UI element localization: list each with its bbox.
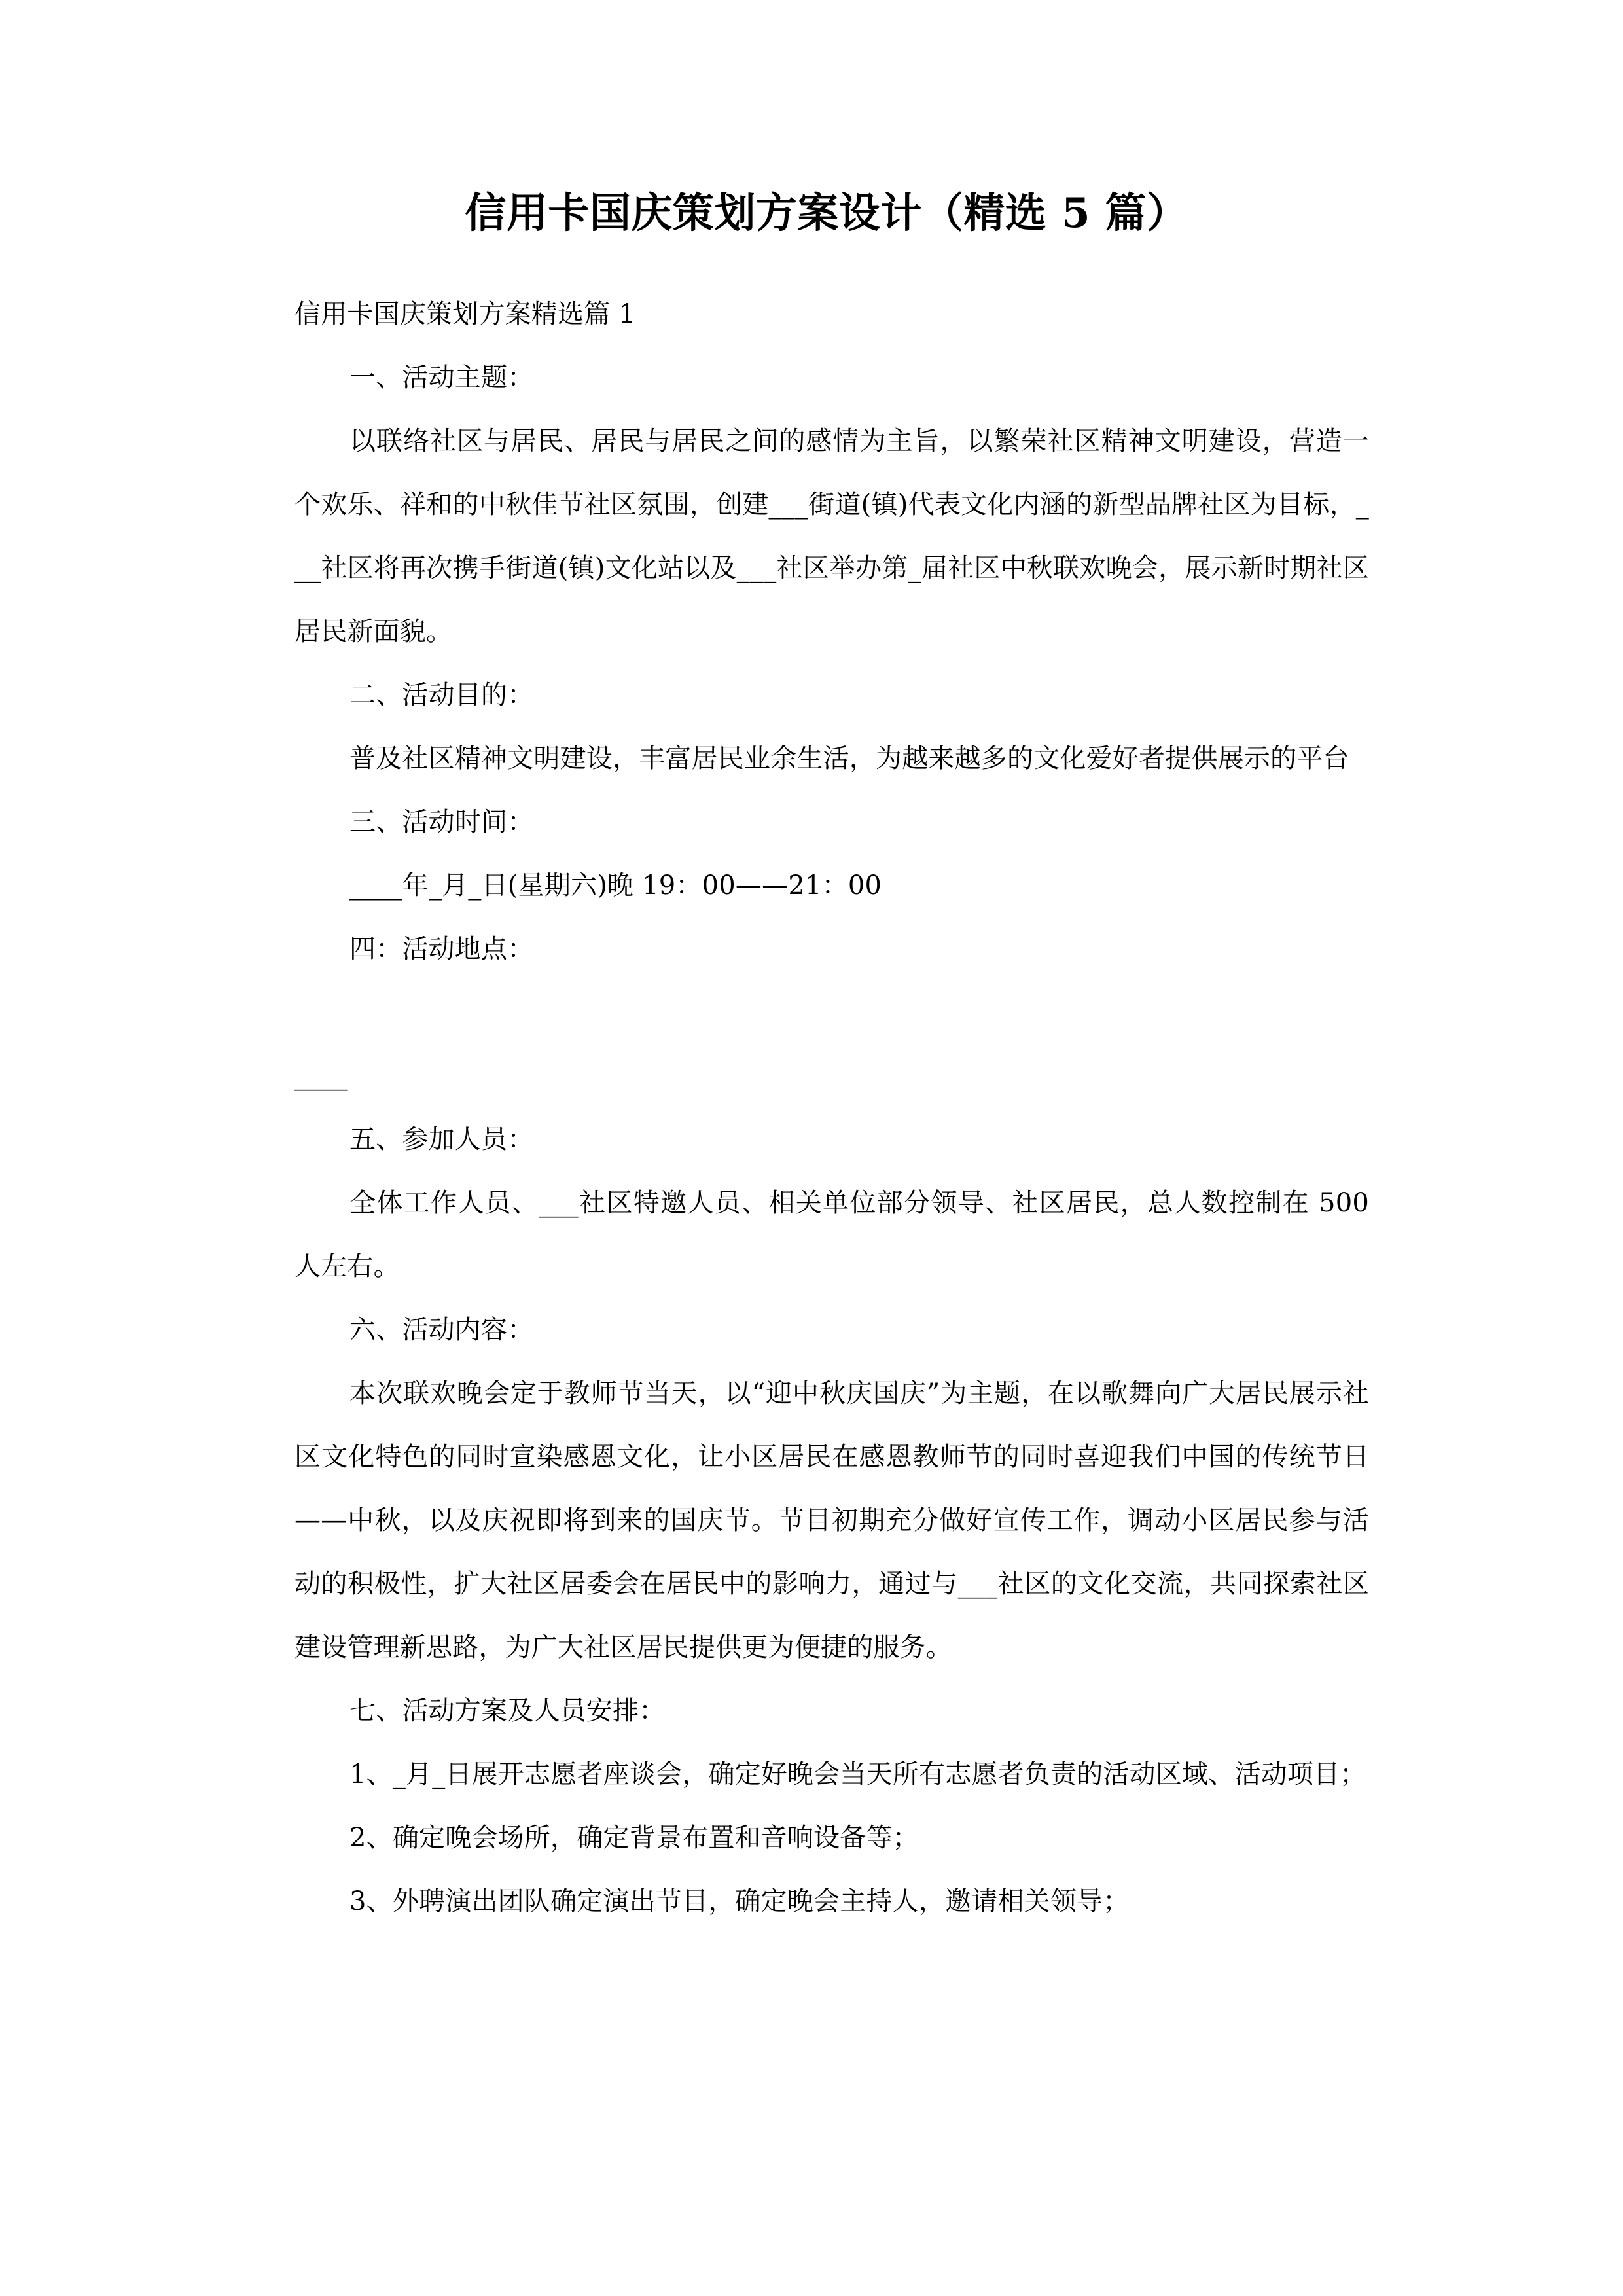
- blank-line: [294, 981, 1369, 1045]
- paragraph-activity-content: 本次联欢晚会定于教师节当天，以“迎中秋庆国庆”为主题，在以歌舞向广大居民展示社区文化特色的同时宣染感恩文化，让小区居民在感恩教师节的同时喜迎我们中国的传统节日——中秋，以及庆祝即将到来的国庆节。节目初期充分做好宣传工作，调动小区居民参与活动的积极性，扩大社区居委会在居民中的影响力，通过与___社区的文化交流，共同探索社区建设管理新思路，为广大社区居民提供更为便捷的服务。: [294, 1378, 1369, 1662]
- plan-item-2: 2、确定晚会场所，确定背景布置和音响设备等；: [349, 1823, 919, 1853]
- heading-activity-theme: 一、活动主题：: [349, 363, 534, 393]
- paragraph-participants: 全体工作人员、___社区特邀人员、相关单位部分领导、社区居民，总人数控制在 500 人左右。: [294, 1188, 1369, 1282]
- page-title: 信用卡国庆策划方案设计（精选 5 篇）: [465, 188, 1188, 237]
- heading-activity-time: 三、活动时间：: [349, 807, 534, 837]
- heading-activity-place: 四：活动地点：: [349, 934, 534, 964]
- document-body: [294, 283, 1369, 1933]
- heading-plan-and-staffing: 七、活动方案及人员安排：: [349, 1696, 666, 1726]
- heading-activity-purpose: 二、活动目的：: [349, 680, 534, 710]
- paragraph-activity-purpose: 普及社区精神文明建设，丰富居民业余生活，为越来越多的文化爱好者提供展示的平台: [349, 744, 1349, 774]
- paragraph-activity-place-blank: ____: [294, 1061, 348, 1091]
- paragraph-activity-theme: 以联络社区与居民、居民与居民之间的感情为主旨，以繁荣社区精神文明建设，营造一个欢乐、祥和的中秋佳节社区氛围，创建___街道(镇)代表文化内涵的新型品牌社区为目标，___社区将再次携手街道(镇)文化站以及___社区举办第_届社区中秋联欢晚会，展示新时期社区居民新面貌。: [294, 426, 1369, 647]
- paragraph-activity-time: ____年_月_日(星期六)晚 19：00——21：00: [349, 870, 882, 901]
- plan-item-1: 1、_月_日展开志愿者座谈会，确定好晚会当天所有志愿者负责的活动区域、活动项目；: [349, 1759, 1366, 1789]
- heading-participants: 五、参加人员：: [349, 1124, 534, 1155]
- plan-item-3: 3、外聘演出团队确定演出节目，确定晚会主持人，邀请相关领导；: [349, 1886, 1130, 1916]
- document-subtitle: 信用卡国庆策划方案精选篇 1: [294, 299, 635, 329]
- heading-activity-content: 六、活动内容：: [349, 1315, 534, 1345]
